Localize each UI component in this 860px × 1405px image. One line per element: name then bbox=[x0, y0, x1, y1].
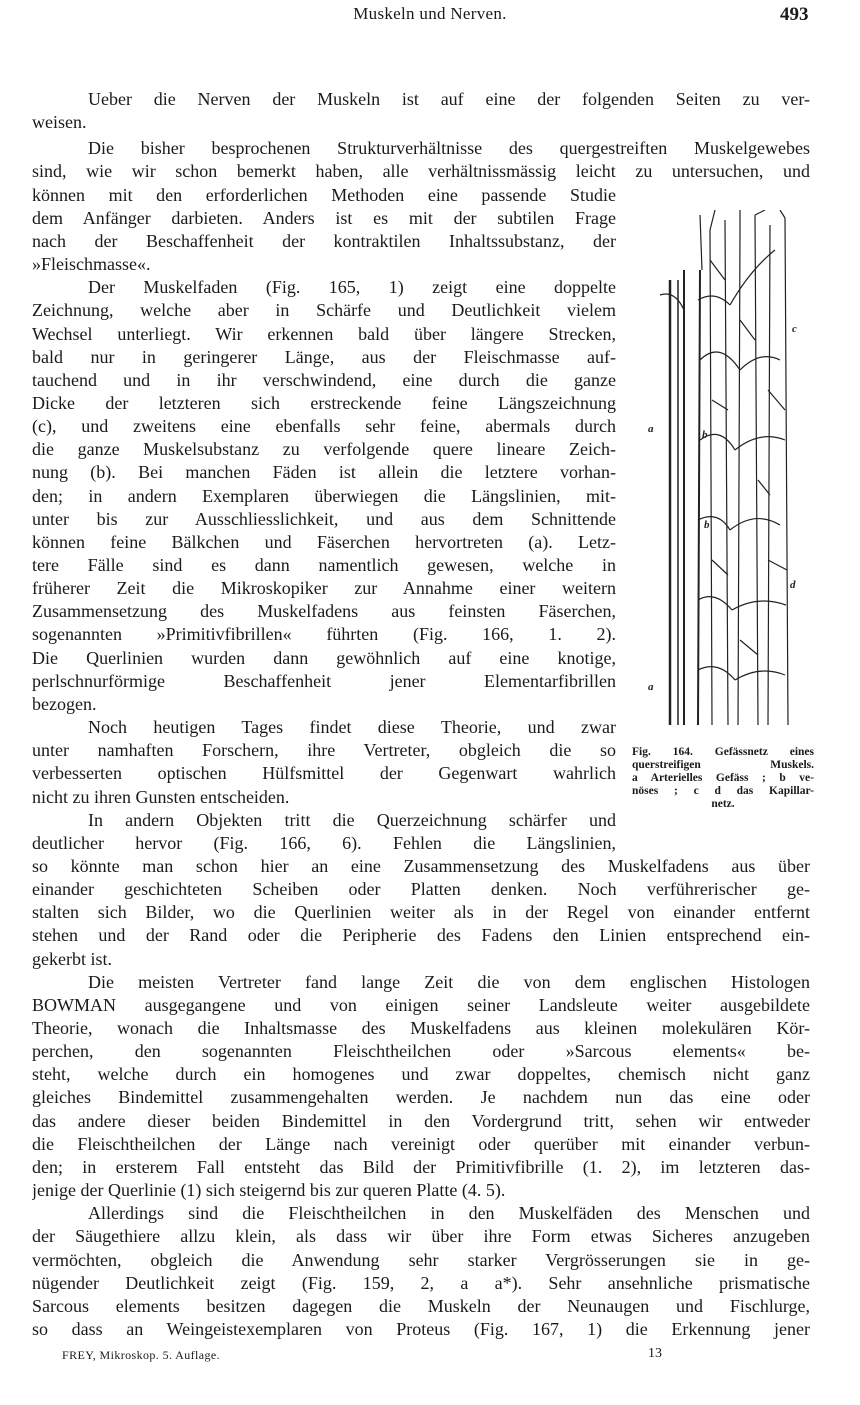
figure-label-d: d bbox=[790, 579, 796, 591]
text-line: weisen. bbox=[32, 112, 87, 133]
text-line: Dicke der letzteren sich erstreckende feine Längszeichnung bbox=[32, 392, 616, 413]
text-line: die Fleischtheilchen der Länge nach vereinigt oder querüber mit einander verbun- bbox=[32, 1133, 810, 1154]
text-line: können mit den erforderlichen Methoden eine passende Studie bbox=[32, 184, 616, 205]
figure-label-c: c bbox=[792, 323, 797, 335]
text-line: unter bis zur Ausschliesslichkeit, und aus dem Schnittende bbox=[32, 508, 616, 529]
text-line: die ganze Muskelsubstanz zu verfolgende quere lineare Zeich- bbox=[32, 439, 616, 460]
figure-caption-line: a Arterielles Gefäss ; b ve- bbox=[632, 772, 814, 784]
text-line: nach der Beschaffenheit der kontraktilen Inhaltssubstanz, der bbox=[32, 230, 616, 251]
text-line: tere Fälle sind es dann namentlich gewesen, welche in bbox=[32, 555, 616, 575]
footer-book-title: FREY, Mikroskop. 5. Auflage. bbox=[62, 1348, 220, 1362]
text-line: bald nur in geringerer Länge, aus der Fleischmasse auf- bbox=[32, 346, 616, 367]
figure-caption-line: Fig. 164. Gefässnetz eines bbox=[632, 746, 814, 758]
text-line: gekerbt ist. bbox=[32, 948, 112, 969]
text-line: steht, welche durch ein homogenes und zwar doppeltes, chemisch nicht ganz bbox=[32, 1064, 810, 1085]
text-line: Noch heutigen Tages findet diese Theorie, und zwar bbox=[88, 717, 616, 738]
text-line: Die Querlinien wurden dann gewöhnlich auf eine knotige, bbox=[32, 647, 616, 668]
figure-label-b-upper: b bbox=[702, 429, 708, 441]
text-line: Die bisher besprochenen Strukturverhältnisse des quergestreiften Muskelgewebes bbox=[88, 138, 810, 159]
text-line: tauchend und in ihr verschwindend, eine durch die ganze bbox=[32, 369, 616, 390]
text-line: nügender Deutlichkeit zeigt (Fig. 159, 2, a a*). Sehr ansehnliche prismatische bbox=[32, 1272, 810, 1293]
text-line: der Säugethiere allzu klein, als dass wir über ihre Form etwas Sicheres anzugeben bbox=[32, 1226, 810, 1247]
text-line: Theorie, wonach die Inhaltsmasse des Muskelfadens aus kleinen molekulären Kör- bbox=[32, 1018, 810, 1038]
text-line: »Fleischmasse«. bbox=[32, 254, 151, 275]
text-line: In andern Objekten tritt die Querzeichnung schärfer und bbox=[88, 809, 616, 830]
text-line: vermöchten, obgleich die Anwendung sehr starker Vergrösserungen sie in ge- bbox=[32, 1249, 810, 1270]
text-line: (c), und zweitens eine ebenfalls sehr feine, abermals durch bbox=[32, 416, 616, 437]
text-line: BOWMAN ausgegangene und von einigen seiner Landsleute weiter ausgebildete bbox=[32, 994, 810, 1015]
figure-label-a-upper: a bbox=[648, 423, 654, 435]
figure-caption-line: querstreifigen Muskels. bbox=[632, 759, 814, 771]
text-line: Sarcous elements besitzen dagegen die Muskeln der Neunaugen und Fischlurge, bbox=[32, 1295, 810, 1316]
text-line: Der Muskelfaden (Fig. 165, 1) zeigt eine doppelte bbox=[88, 277, 616, 298]
text-line: deutlicher hervor (Fig. 166, 6). Fehlen die Längslinien, bbox=[32, 832, 616, 853]
text-line: nicht zu ihren Gunsten entscheiden. bbox=[32, 786, 290, 807]
text-line: den; in ersterem Fall entsteht das Bild der Primitivfibrille (1. 2), im letzteren das- bbox=[32, 1156, 810, 1177]
text-line: sind, wie wir schon bemerkt haben, alle verhältnissmässig leicht zu untersuchen, und bbox=[32, 161, 810, 182]
figure-caption-line: nöses ; c d das Kapillar- bbox=[632, 785, 814, 797]
text-line: können feine Bälkchen und Fäserchen hervortreten (a). Letz- bbox=[32, 531, 616, 552]
figure-label-a-lower: a bbox=[648, 681, 654, 693]
text-line: Die meisten Vertreter fand lange Zeit die von dem englischen Histologen bbox=[88, 971, 810, 992]
text-line: den; in andern Exemplaren überwiegen die Längslinien, mit- bbox=[32, 485, 616, 506]
text-line: früherer Zeit die Mikroskopiker zur Annahme einer weitern bbox=[32, 578, 616, 599]
text-line: Allerdings sind die Fleischtheilchen in den Muskelfäden des Menschen und bbox=[88, 1203, 810, 1224]
page-number: 493 bbox=[780, 4, 809, 25]
text-line: stehen und der Rand oder die Peripherie des Fadens den Linien entsprechend ein- bbox=[32, 925, 810, 946]
running-head: Muskeln und Nerven. bbox=[353, 4, 507, 23]
text-line: jenige der Querlinie (1) sich steigernd bis zur queren Platte (4. 5). bbox=[32, 1180, 506, 1201]
text-line: verbesserten optischen Hülfsmittel der Gegenwart wahrlich bbox=[32, 763, 616, 784]
text-line: nung (b). Bei manchen Fäden ist allein die letztere vorhan- bbox=[32, 462, 616, 483]
text-line: sogenannten »Primitivfibrillen« führten (Fig. 166, 1. 2). bbox=[32, 624, 616, 645]
text-line: Zusammensetzung des Muskelfadens aus feinsten Fäserchen, bbox=[32, 601, 616, 622]
text-line: so dass an Weingeistexemplaren von Proteus (Fig. 167, 1) die Erkennung jener bbox=[32, 1318, 810, 1339]
text-line: stalten sich Bilder, wo die Querlinien weiter als in der Regel von einander entfernt bbox=[32, 902, 810, 923]
text-line: Zeichnung, welche aber in Schärfe und Deutlichkeit vielem bbox=[32, 300, 616, 321]
figure-caption-line: netz. bbox=[711, 798, 735, 810]
text-line: unter namhaften Forschern, ihre Vertreter, obgleich die so bbox=[32, 740, 616, 761]
text-line: einander geschichteten Scheiben oder Platten denken. Noch verführerischer ge- bbox=[32, 879, 810, 900]
footer-signature: 13 bbox=[648, 1346, 662, 1361]
text-line: das andere dieser beiden Bindemittel in den Vordergrund tritt, sehen wir entweder bbox=[32, 1110, 810, 1131]
text-line: so könnte man schon hier an eine Zusammensetzung des Muskelfadens aus über bbox=[32, 855, 810, 876]
text-line: gleiches Bindemittel zusammengehalten werden. Je nachdem nun das eine oder bbox=[32, 1087, 810, 1108]
text-line: perlschnurförmige Beschaffenheit jener Elementarfibrillen bbox=[32, 670, 616, 691]
text-line: bezogen. bbox=[32, 693, 97, 714]
figure-164-vessel-network bbox=[640, 210, 805, 740]
text-line: dem Anfänger darbieten. Anders ist es mit der subtilen Frage bbox=[32, 207, 616, 228]
figure-label-b-lower: b bbox=[704, 519, 710, 531]
text-line: perchen, den sogenannten Fleischtheilchen oder »Sarcous elements« be- bbox=[32, 1041, 810, 1062]
text-line: Ueber die Nerven der Muskeln ist auf eine der folgenden Seiten zu ver- bbox=[88, 89, 810, 109]
text-line: Wechsel unterliegt. Wir erkennen bald über längere Strecken, bbox=[32, 323, 616, 344]
